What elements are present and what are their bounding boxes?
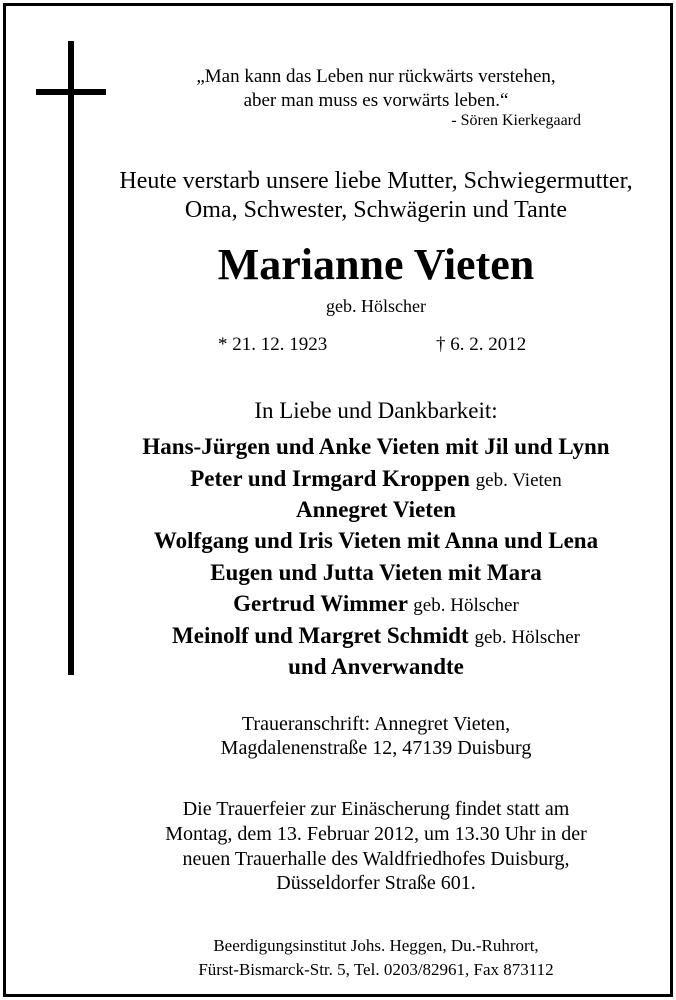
mourner-name: Annegret Vieten — [296, 497, 456, 522]
undertaker-line-1: Beerdigungsinstitut Johs. Heggen, Du.-Ruhrort, — [213, 936, 539, 955]
mourner-line — [86, 654, 666, 680]
cross-icon — [68, 41, 74, 675]
undertaker-line-2: Fürst-Bismarck-Str. 5, Tel. 0203/82961, Fax 873112 — [198, 960, 554, 979]
birth-date: * 21. 12. 1923 — [218, 334, 328, 355]
mourner-line — [86, 434, 666, 460]
mourner-suffix: geb. Hölscher — [474, 627, 580, 648]
mourner-line — [86, 623, 666, 649]
quote-line-1: „Man kann das Leben nur rückwärts verstehen, — [196, 66, 556, 87]
mourner-name: Gertrud Wimmer — [233, 591, 408, 616]
maiden-name: geb. Hölscher — [326, 296, 426, 316]
funeral-line-4: Düsseldorfer Straße 601. — [276, 872, 476, 894]
deceased-name: Marianne Vieten — [217, 240, 535, 289]
mourner-line — [86, 528, 666, 554]
obituary-notice — [3, 3, 673, 997]
quote-author: - Sören Kierkegaard — [451, 112, 581, 129]
mourner-name: Meinolf und Margret Schmidt — [172, 623, 469, 648]
mourner-name: und Anverwandte — [288, 654, 464, 679]
mourner-line — [86, 560, 666, 586]
address-line-1: Traueranschrift: Annegret Vieten, — [241, 713, 511, 735]
death-date: † 6. 2. 2012 — [436, 334, 527, 355]
mourner-line — [86, 497, 666, 523]
mourner-suffix: geb. Vieten — [475, 470, 562, 491]
quote-line-2: aber man muss es vorwärts leben.“ — [243, 90, 509, 111]
funeral-line-2: Montag, dem 13. Februar 2012, um 13.30 Uhr in der — [165, 823, 587, 845]
funeral-line-1: Die Trauerfeier zur Einäscherung findet statt am — [182, 798, 570, 820]
mourner-name: Wolfgang und Iris Vieten mit Anna und Lena — [153, 528, 599, 553]
mourner-line — [86, 466, 666, 492]
mourner-name: Hans-Jürgen und Anke Vieten mit Jil und Lynn — [142, 434, 610, 459]
funeral-line-3: neuen Trauerhalle des Waldfriedhofes Duisburg, — [182, 848, 570, 870]
mourner-line — [86, 591, 666, 617]
mourner-name: Eugen und Jutta Vieten mit Mara — [210, 560, 542, 585]
mourner-suffix: geb. Hölscher — [413, 595, 519, 616]
intro-line-2: Oma, Schwester, Schwägerin und Tante — [184, 197, 568, 223]
address-line-2: Magdalenenstraße 12, 47139 Duisburg — [220, 737, 532, 759]
mourners-intro: In Liebe und Dankbarkeit: — [254, 398, 498, 423]
intro-line-1: Heute verstarb unsere liebe Mutter, Schwiegermutter, — [119, 168, 633, 194]
mourner-name: Peter und Irmgard Kroppen — [190, 466, 470, 491]
